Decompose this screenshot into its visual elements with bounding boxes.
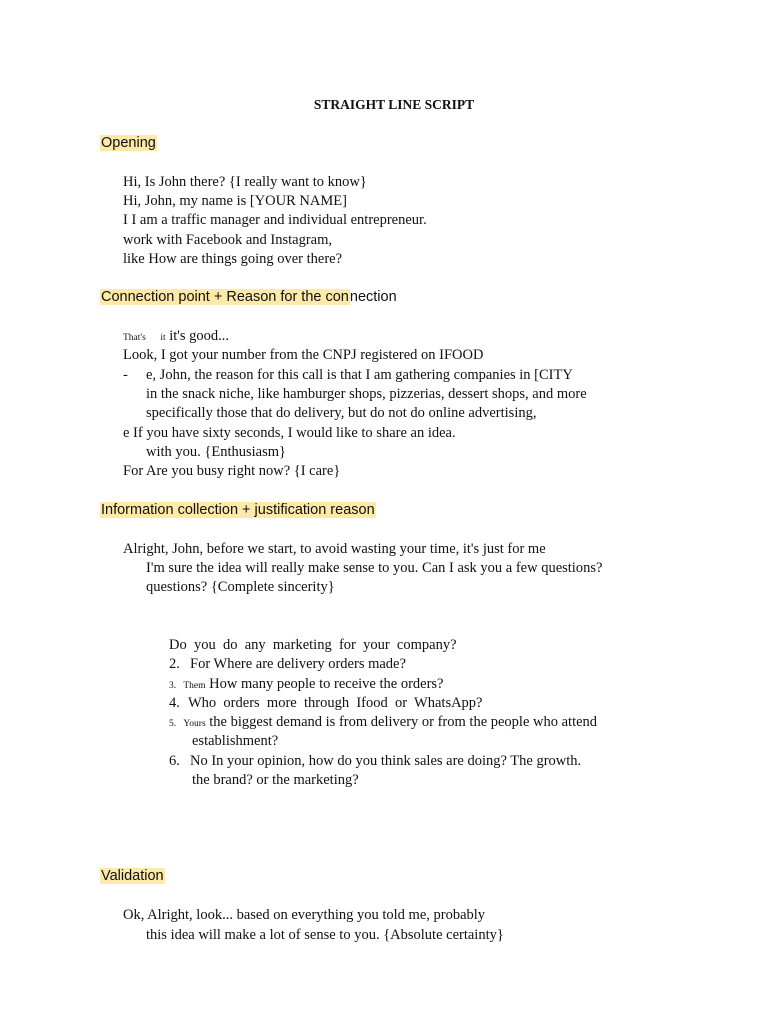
information-line-3: questions? {Complete sincerity} bbox=[146, 579, 335, 595]
text: it's good... bbox=[169, 328, 230, 344]
bullet-marker: - bbox=[123, 367, 128, 383]
opening-line-5: like How are things going over there? bbox=[123, 251, 343, 267]
information-line-1: Alright, John, before we start, to avoid wasting your time, it's just for me bbox=[123, 541, 546, 557]
opening-line-4: work with Facebook and Instagram, bbox=[123, 232, 332, 248]
connection-line-6: with you. {Enthusiasm} bbox=[146, 444, 286, 460]
heading-highlight: Validation bbox=[101, 868, 164, 884]
question-4: Who orders more through Ifood or WhatsApp? bbox=[188, 695, 483, 711]
small-text: Yours bbox=[183, 719, 206, 729]
connection-line-7: For Are you busy right now? {I care} bbox=[123, 463, 341, 479]
heading-rest: nection bbox=[349, 289, 397, 305]
question-5-number: 5. bbox=[169, 719, 177, 729]
validation-line-1: Ok, Alright, look... based on everything you told me, probably bbox=[123, 907, 486, 923]
section-heading-opening bbox=[100, 134, 157, 153]
heading-highlight: Opening bbox=[101, 135, 156, 151]
question-2: For Where are delivery orders made? bbox=[190, 656, 406, 672]
small-text: it bbox=[160, 333, 166, 343]
question-6-number: 6. bbox=[169, 753, 180, 769]
question-3-number: 3. bbox=[169, 681, 177, 691]
question-5-continued: establishment? bbox=[192, 733, 279, 749]
validation-line-2: this idea will make a lot of sense to you. {Absolute certainty} bbox=[146, 927, 504, 943]
section-heading-information bbox=[100, 501, 376, 520]
question-6: No In your opinion, how do you think sales are doing? The growth. bbox=[190, 753, 582, 769]
connection-line-1: Look, I got your number from the CNPJ registered on IFOOD bbox=[123, 347, 484, 363]
connection-line-3: in the snack niche, like hamburger shops, pizzerias, dessert shops, and more bbox=[146, 386, 587, 402]
question-1: Do you do any marketing for your company? bbox=[169, 637, 457, 653]
opening-line-2: Hi, John, my name is [YOUR NAME] bbox=[123, 193, 347, 209]
question-2-number: 2. bbox=[169, 656, 180, 672]
opening-line-1: Hi, Is John there? {I really want to know} bbox=[123, 174, 367, 190]
document-title: STRAIGHT LINE SCRIPT bbox=[313, 97, 475, 112]
connection-line-thats bbox=[123, 327, 229, 348]
connection-line-5: e If you have sixty seconds, I would like to share an idea. bbox=[123, 425, 456, 441]
question-3 bbox=[169, 675, 444, 696]
small-text: That's bbox=[123, 333, 146, 343]
opening-line-3: I I am a traffic manager and individual entrepreneur. bbox=[123, 212, 427, 228]
heading-highlight: Information collection + justification reason bbox=[101, 502, 375, 518]
question-5 bbox=[169, 713, 597, 734]
heading-highlight: Connection point + Reason for the con bbox=[101, 289, 349, 305]
question-6-continued: the brand? or the marketing? bbox=[192, 772, 359, 788]
connection-line-4: specifically those that do delivery, but do not do online advertising, bbox=[146, 405, 537, 421]
small-text: Them bbox=[183, 681, 206, 691]
connection-line-2: e, John, the reason for this call is that I am gathering companies in [CITY bbox=[146, 367, 573, 383]
question-3-text: How many people to receive the orders? bbox=[209, 676, 444, 692]
section-heading-validation bbox=[100, 867, 165, 886]
section-heading-connection bbox=[100, 288, 397, 307]
question-4-number: 4. bbox=[169, 695, 180, 711]
information-line-2: I'm sure the idea will really make sense to you. Can I ask you a few questions? bbox=[146, 560, 603, 576]
question-5-text: the biggest demand is from delivery or from the people who attend bbox=[209, 714, 598, 730]
